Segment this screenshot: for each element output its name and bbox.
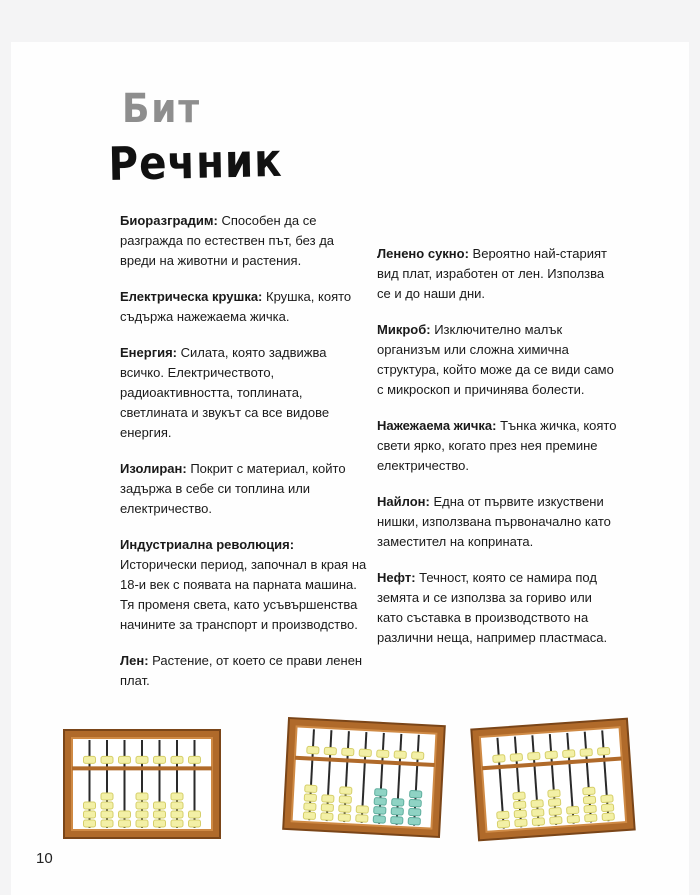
abacus-bead bbox=[189, 820, 201, 827]
abacus-bead bbox=[532, 818, 544, 826]
glossary-definition: Изключително малък организъм или сложна химична структура, който може да се види само с микроскоп и причинява болести. bbox=[377, 322, 614, 397]
abacus-bead bbox=[359, 749, 371, 757]
abacus-bead bbox=[324, 747, 336, 755]
glossary-term: Електрическа крушка: bbox=[120, 289, 263, 304]
abacus-bead bbox=[119, 811, 131, 818]
abacus-bead bbox=[136, 756, 148, 763]
abacus-bead bbox=[84, 820, 96, 827]
abacus-bead bbox=[510, 753, 522, 761]
abacus-bead bbox=[356, 815, 368, 823]
glossary-term: Микроб: bbox=[377, 322, 431, 337]
glossary-definition: Способен да се разгражда по естествен път, без да вреди на животни и растения. bbox=[120, 213, 335, 268]
abacus-bead bbox=[171, 820, 183, 827]
abacus-bead bbox=[171, 756, 183, 763]
abacus-bead bbox=[154, 820, 166, 827]
abacus-bead bbox=[84, 756, 96, 763]
abacus-bead bbox=[513, 801, 525, 809]
glossary-term: Нефт: bbox=[377, 570, 416, 585]
heading-line1: Бит bbox=[122, 86, 201, 132]
abacus-bead bbox=[391, 816, 403, 824]
abacus-bead bbox=[408, 817, 420, 825]
abacus-bead bbox=[119, 756, 131, 763]
abacus-bead bbox=[493, 755, 505, 763]
abacus-bead bbox=[136, 820, 148, 827]
abacus-bead bbox=[513, 792, 525, 800]
glossary-definition: Силата, която задвижва всичко. Електричеството, радиоактивността, топлината, светлината и звукът са все видове енергия. bbox=[120, 345, 330, 440]
abacus-bead bbox=[497, 820, 509, 828]
abacus-bead bbox=[342, 748, 354, 756]
heading-line2: Речник bbox=[108, 132, 283, 191]
glossary-entry bbox=[120, 211, 368, 271]
glossary-definition: Една от първите изкуствени нишки, използвана първоначално като заместител на коприната. bbox=[377, 494, 611, 549]
glossary-entry bbox=[377, 320, 617, 400]
glossary-term: Нажежаема жичка: bbox=[377, 418, 497, 433]
glossary-entry bbox=[377, 416, 617, 476]
abacus-bead bbox=[375, 789, 387, 797]
abacus-bead bbox=[497, 811, 509, 819]
page-number: 10 bbox=[36, 850, 53, 867]
glossary-term: Енергия: bbox=[120, 345, 178, 360]
abacus-bead bbox=[580, 749, 592, 757]
abacus-bead bbox=[189, 811, 201, 818]
glossary-term: Биоразградим: bbox=[120, 213, 218, 228]
abacus-bead bbox=[410, 790, 422, 798]
abacus-divider bbox=[72, 766, 212, 770]
abacus-bead bbox=[374, 798, 386, 806]
glossary-term: Лен: bbox=[120, 653, 149, 668]
abacus-bead bbox=[101, 802, 113, 809]
abacus-bead bbox=[597, 747, 609, 755]
abacus-bead bbox=[567, 815, 579, 823]
abacus-bead bbox=[531, 800, 543, 808]
glossary-left-column bbox=[120, 211, 368, 707]
abacus-bead bbox=[373, 816, 385, 824]
glossary-definition: Исторически период, започнал в края на 18-и век с появата на парната машина. Тя променя света, като усъвършенства начините за транспорт и производство. bbox=[120, 557, 367, 632]
glossary-definition: Тънка жичка, която свети ярко, когато през нея премине електричество. bbox=[377, 418, 617, 473]
abacus-bead bbox=[189, 756, 201, 763]
abacus-bead bbox=[322, 795, 334, 803]
abacus-bead bbox=[563, 750, 575, 758]
abacus-bead bbox=[550, 816, 562, 824]
glossary-entry bbox=[120, 287, 368, 327]
glossary-definition: Вероятно най-старият вид плат, изработен от лен. Използва се и до наши дни. bbox=[377, 246, 607, 301]
glossary-definition: Крушка, която съдържа нажежаема жичка. bbox=[120, 289, 352, 324]
abacus-bead bbox=[101, 820, 113, 827]
abacus-bead bbox=[340, 787, 352, 795]
abacus-bead bbox=[84, 811, 96, 818]
abacus-bead bbox=[321, 813, 333, 821]
abacus-bead bbox=[356, 806, 368, 814]
abacus-bead bbox=[584, 805, 596, 813]
abacus-bead bbox=[154, 811, 166, 818]
abacus-bead bbox=[339, 805, 351, 813]
abacus-bead bbox=[391, 807, 403, 815]
glossary-term: Индустриална революция: bbox=[120, 537, 295, 552]
abacus-bead bbox=[601, 804, 613, 812]
glossary-definition: Покрит с материал, който задържа в себе си топлина или електричество. bbox=[120, 461, 346, 516]
abacus-bead bbox=[545, 751, 557, 759]
abacus-bead bbox=[374, 807, 386, 815]
abacus-bead bbox=[304, 803, 316, 811]
glossary-entry bbox=[120, 651, 368, 691]
abacus-bead bbox=[514, 810, 526, 818]
abacus-bead bbox=[84, 802, 96, 809]
abacus-bead bbox=[136, 811, 148, 818]
glossary-entry bbox=[377, 568, 617, 648]
abacus-bead bbox=[515, 819, 527, 827]
abacus-bead bbox=[307, 746, 319, 754]
abacus-bead bbox=[339, 796, 351, 804]
abacus-bead bbox=[409, 808, 421, 816]
abacus-bead bbox=[303, 812, 315, 820]
glossary-term: Ленено сукно: bbox=[377, 246, 469, 261]
abacus-bead bbox=[171, 802, 183, 809]
abacus-bead bbox=[412, 752, 424, 760]
abacus-bead bbox=[583, 796, 595, 804]
glossary-entry bbox=[120, 535, 368, 635]
glossary-term: Изолиран: bbox=[120, 461, 187, 476]
abacus-bead bbox=[304, 794, 316, 802]
glossary-entry bbox=[377, 492, 617, 552]
abacus-bead bbox=[305, 785, 317, 793]
abacus-bead bbox=[528, 752, 540, 760]
abacus-bead bbox=[394, 751, 406, 759]
abacus-bead bbox=[409, 799, 421, 807]
abacus-bead bbox=[392, 798, 404, 806]
glossary-definition: Растение, от което се прави ленен плат. bbox=[120, 653, 363, 688]
abacus-bead bbox=[585, 814, 597, 822]
abacus-bead bbox=[601, 795, 613, 803]
abacus-bead bbox=[101, 756, 113, 763]
abacus-bead bbox=[101, 811, 113, 818]
glossary-entry bbox=[120, 343, 368, 443]
abacus-bead bbox=[171, 793, 183, 800]
abacus-bead bbox=[136, 802, 148, 809]
abacus-bead bbox=[136, 793, 148, 800]
abacus-bead bbox=[171, 811, 183, 818]
abacus-bead bbox=[548, 799, 560, 807]
abacus-bead bbox=[154, 756, 166, 763]
abacus-bead bbox=[321, 804, 333, 812]
glossary-term: Найлон: bbox=[377, 494, 430, 509]
abacus-bead bbox=[154, 802, 166, 809]
glossary-definition: Течност, която се намира под земята и се използва за гориво или като съставка в производството на различни неща, например пластмаса. bbox=[377, 570, 608, 645]
abacus-right-illustration bbox=[469, 717, 637, 843]
abacus-bead bbox=[602, 813, 614, 821]
glossary-right-column bbox=[377, 244, 617, 664]
abacus-bead bbox=[377, 750, 389, 758]
abacus-bead bbox=[119, 820, 131, 827]
glossary-entry bbox=[120, 459, 368, 519]
abacus-bead bbox=[338, 814, 350, 822]
abacus-bead bbox=[548, 790, 560, 798]
abacus-bead bbox=[101, 793, 113, 800]
abacus-bead bbox=[566, 806, 578, 814]
abacus-left-illustration bbox=[62, 728, 222, 840]
glossary-entry bbox=[377, 244, 617, 304]
abacus-middle-illustration bbox=[281, 716, 447, 839]
abacus-bead bbox=[549, 808, 561, 816]
abacus-bead bbox=[532, 809, 544, 817]
abacus-bead bbox=[583, 787, 595, 795]
